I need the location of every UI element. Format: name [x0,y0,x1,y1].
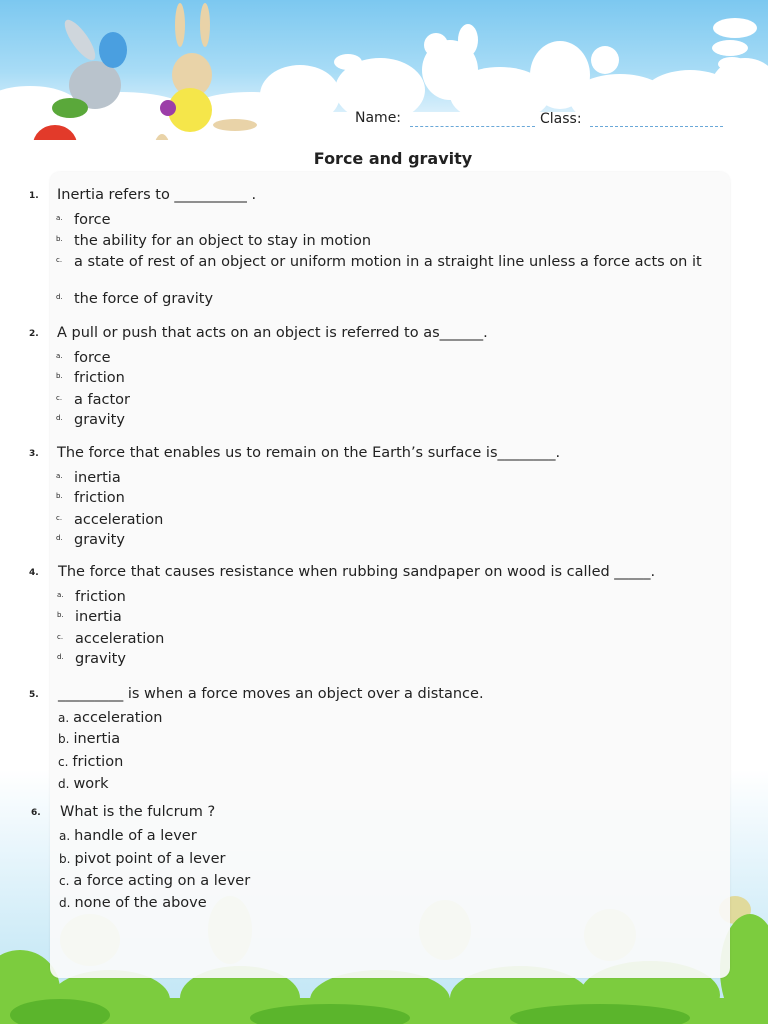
option-text: inertia [73,731,121,747]
option-text: gravity [74,532,125,548]
option-letter: d. [56,414,63,422]
option-b[interactable] [56,370,716,387]
question-number: 5. [29,690,39,700]
option-letter: a. [56,214,63,222]
option-letter: b. [56,372,63,380]
option-text: a force acting on a lever [73,873,251,889]
question-number: 6. [31,808,41,818]
page-title: Force and gravity [313,149,473,168]
option-letter: a. [56,352,63,360]
option-a[interactable] [56,470,716,487]
option-c[interactable] [56,392,716,409]
option-letter: b. [56,492,63,500]
option-letter: c. [56,514,63,522]
name-field[interactable] [410,126,535,127]
option-a[interactable] [57,589,717,606]
option-letter: d. [58,777,70,791]
option-c[interactable] [57,631,717,648]
option-text: a factor [74,392,130,408]
option-letter: b. [59,852,71,866]
option-letter: d. [57,653,64,661]
option-letter: d. [59,896,71,910]
option-text: acceleration [75,631,165,647]
question-text: The force that enables us to remain on the Earth’s surface is________. [57,445,561,461]
option-d[interactable] [56,532,716,549]
option-text: friction [75,589,126,605]
option-text: handle of a lever [74,828,197,844]
option-a[interactable] [58,710,718,727]
option-text: inertia [75,609,122,625]
option-text: work [73,776,109,792]
option-letter: c. [57,633,64,641]
option-text: pivot point of a lever [74,851,226,867]
question-text: Inertia refers to __________ . [57,187,257,203]
name-label: Name: [355,110,402,126]
option-letter: d. [56,534,63,542]
option-b[interactable] [56,490,716,507]
question-number: 1. [29,191,39,201]
option-b[interactable] [56,233,716,250]
option-text: a state of rest of an object or uniform motion in a straight line unless a force acts on it [74,254,702,270]
option-c[interactable] [58,754,718,771]
option-letter: b. [57,611,64,619]
option-text: force [74,350,111,366]
option-b[interactable] [58,731,718,748]
question-text: A pull or push that acts on an object is referred to as______. [57,325,488,341]
option-text: friction [74,490,125,506]
option-text: gravity [75,651,126,667]
option-text: friction [74,370,125,386]
option-d[interactable] [56,412,716,429]
option-text: acceleration [73,710,163,726]
option-d[interactable] [58,776,718,793]
option-letter: a. [57,591,64,599]
option-text: none of the above [74,895,207,911]
option-letter: d. [56,293,63,301]
option-b[interactable] [57,609,717,626]
option-text: friction [72,754,124,770]
question-number: 2. [29,329,39,339]
question-number: 3. [29,449,39,459]
option-a[interactable] [56,350,716,367]
option-c[interactable] [59,873,719,890]
option-letter: b. [56,235,63,243]
option-d[interactable] [57,651,717,668]
question-text: _________ is when a force moves an object over a distance. [58,686,484,702]
option-letter: b. [58,732,70,746]
option-text: force [74,212,111,228]
option-letter: a. [56,472,63,480]
class-field[interactable] [590,126,723,127]
option-c[interactable] [56,254,716,271]
option-text: acceleration [74,512,164,528]
option-d[interactable] [59,895,719,912]
option-letter: a. [59,829,71,843]
option-c[interactable] [56,512,716,529]
option-text: inertia [74,470,121,486]
question-text: The force that causes resistance when rubbing sandpaper on wood is called _____. [58,564,656,580]
option-a[interactable] [56,212,716,229]
question-number: 4. [29,568,39,578]
option-letter: c. [59,874,70,888]
question-text: What is the fulcrum ? [60,804,216,820]
option-a[interactable] [59,828,719,845]
option-letter: c. [56,394,63,402]
option-b[interactable] [59,851,719,868]
option-letter: c. [58,755,69,769]
option-letter: c. [56,256,63,264]
option-d[interactable] [56,291,716,308]
option-text: gravity [74,412,125,428]
class-label: Class: [540,111,582,127]
option-text: the ability for an object to stay in motion [74,233,372,249]
option-text: the force of gravity [74,291,214,307]
option-letter: a. [58,711,70,725]
